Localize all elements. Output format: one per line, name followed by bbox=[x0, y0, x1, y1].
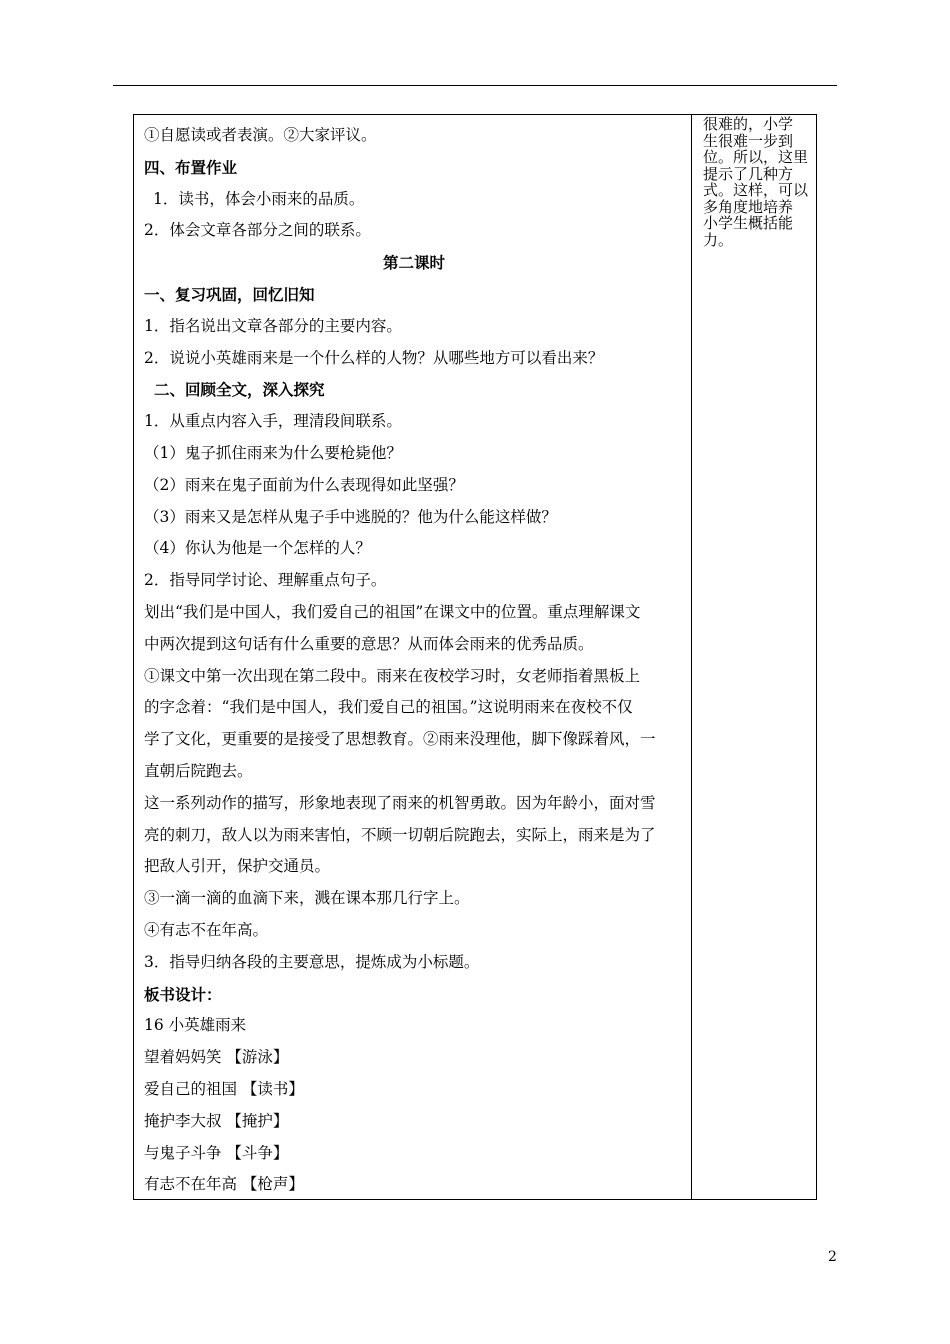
text-line: ①自愿读或者表演。②大家评议。 bbox=[144, 126, 377, 144]
side-note-line: 提示了几种方 bbox=[703, 164, 794, 183]
board-line: 与鬼子斗争 【斗争】 bbox=[144, 1143, 289, 1162]
text-line: ③一滴一滴的血滴下来，溅在课本那几行字上。 bbox=[144, 889, 470, 908]
text-line: 1．读书，体会小雨来的品质。 bbox=[153, 189, 365, 208]
text-line: 学了文化，更重要的是接受了思想教育。②雨来没理他，脚下像踩着风，一 bbox=[144, 730, 656, 749]
text-line: 划出“我们是中国人，我们爱自己的祖国”在课文中的位置。重点理解课文 bbox=[144, 602, 641, 621]
text-line: 2．说说小英雄雨来是一个什么样的人物？从哪些地方可以看出来？ bbox=[144, 348, 604, 367]
section-heading: 板书设计： bbox=[144, 984, 222, 1004]
side-note-line: 很难的，小学 bbox=[703, 115, 794, 133]
text-line: 中两次提到这句话有什么重要的意思？从而体会雨来的优秀品质。 bbox=[144, 634, 594, 653]
lesson-table bbox=[133, 114, 817, 1200]
board-line: 望着妈妈笑 【游泳】 bbox=[144, 1048, 289, 1067]
text-line: 2．指导同学讨论、理解重点句子。 bbox=[144, 571, 387, 590]
text-line: 直朝后院跑去。 bbox=[144, 761, 253, 780]
text-line: 2．体会文章各部分之间的联系。 bbox=[144, 221, 371, 240]
side-note-line: 位。所以，这里 bbox=[703, 148, 809, 166]
text-line: （4）你认为他是一个怎样的人？ bbox=[144, 539, 371, 558]
text-line: 亮的刺刀，敌人以为雨来害怕，不顾一切朝后院跑去，实际上，雨来是为了 bbox=[144, 825, 656, 844]
header-rule bbox=[113, 85, 837, 86]
section-heading: 一、复习巩固，回忆旧知 bbox=[144, 284, 315, 304]
side-note-line: 式。这样，可以 bbox=[703, 181, 809, 199]
text-line: （2）雨来在鬼子面前为什么表现得如此坚强？ bbox=[144, 475, 464, 494]
text-line: 的字念着：“我们是中国人，我们爱自己的祖国。”这说明雨来在夜校不仅 bbox=[144, 698, 633, 717]
board-line: 掩护李大叔 【掩护】 bbox=[144, 1111, 289, 1130]
page-number: 2 bbox=[828, 1249, 837, 1265]
side-note-line: 生很难一步到 bbox=[703, 131, 794, 150]
side-note-line: 小学生概括能 bbox=[703, 214, 794, 232]
lesson-title: 第二课时 bbox=[382, 253, 445, 273]
board-line: 爱自己的祖国 【读书】 bbox=[144, 1079, 304, 1098]
column-divider bbox=[691, 115, 692, 1199]
side-note-line: 多角度地培养 bbox=[703, 197, 794, 216]
text-line: ①课文中第一次出现在第二段中。雨来在夜校学习时，女老师指着黑板上 bbox=[144, 666, 641, 685]
text-line: 3．指导归纳各段的主要意思，提炼成为小标题。 bbox=[144, 952, 480, 971]
text-line: ④有志不在年高。 bbox=[144, 920, 269, 939]
section-heading: 二、回顾全文，深入探究 bbox=[154, 380, 325, 400]
text-line: 这一系列动作的描写，形象地表现了雨来的机智勇敢。因为年龄小，面对雪 bbox=[144, 793, 656, 812]
section-heading: 四、布置作业 bbox=[144, 157, 238, 177]
text-line: 把敌人引开，保护交通员。 bbox=[144, 857, 331, 876]
side-notes bbox=[703, 116, 813, 248]
text-line: （1）鬼子抓住雨来为什么要枪毙他？ bbox=[144, 443, 402, 462]
text-line: 1．从重点内容入手，理清段间联系。 bbox=[144, 412, 402, 431]
board-line: 有志不在年高 【枪声】 bbox=[144, 1175, 304, 1194]
lesson-content bbox=[144, 120, 684, 1201]
side-note-line: 力。 bbox=[703, 230, 734, 249]
text-line: 1．指名说出文章各部分的主要内容。 bbox=[144, 316, 402, 335]
text-line: （3）雨来又是怎样从鬼子手中逃脱的？他为什么能这样做？ bbox=[144, 507, 557, 526]
board-title: 16 小英雄雨来 bbox=[144, 1016, 247, 1035]
